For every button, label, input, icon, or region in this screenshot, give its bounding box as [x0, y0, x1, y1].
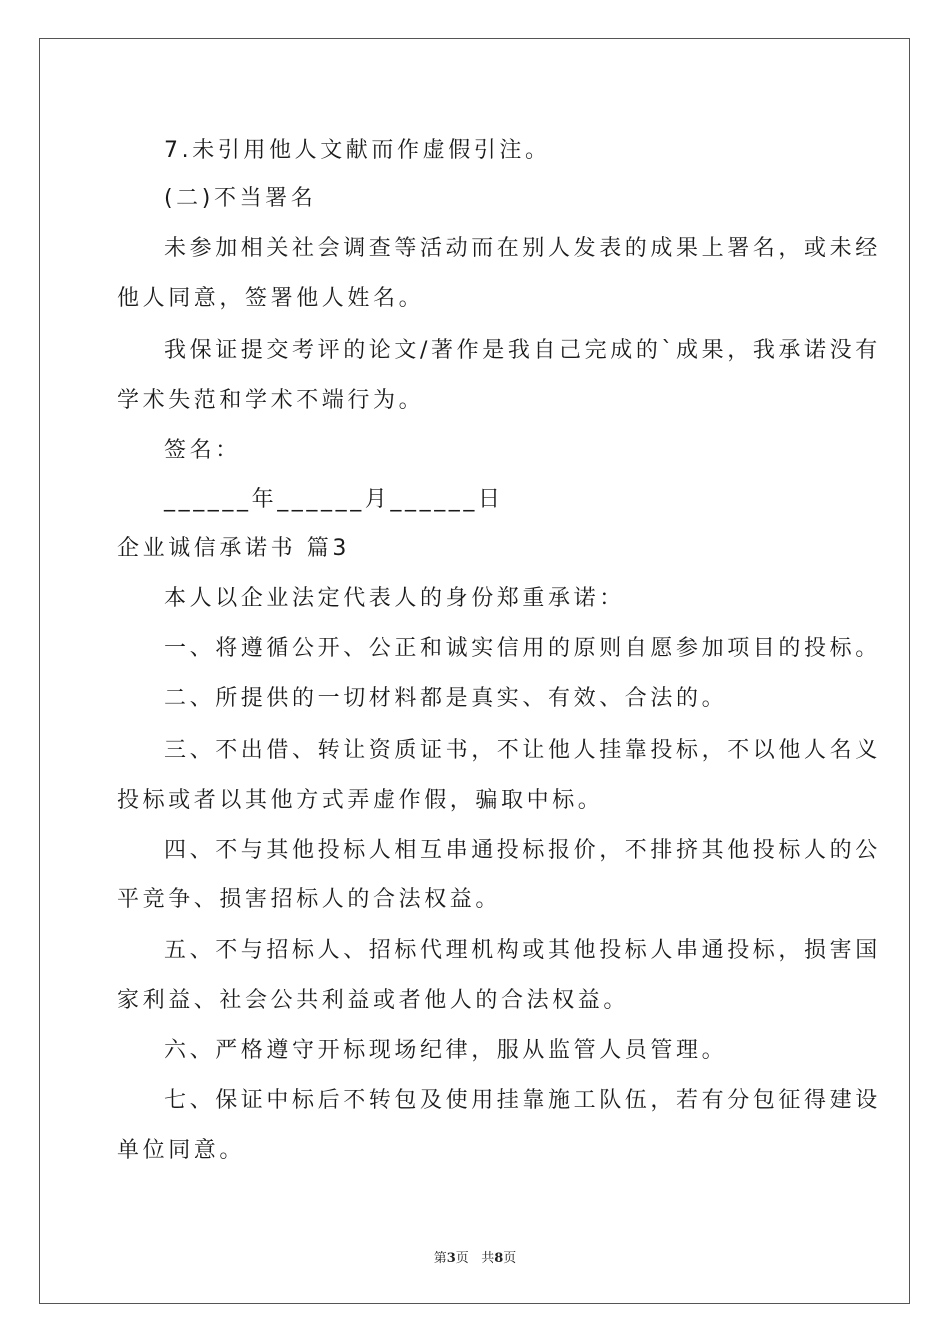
footer-prefix: 第 — [433, 1251, 447, 1266]
section-heading: (二)不当署名 — [164, 186, 317, 211]
footer-total-prefix: 共 — [481, 1251, 495, 1266]
paragraph-line: 家利益、社会公共利益或者他人的合法权益。 — [117, 988, 630, 1013]
signature-label: 签名： — [164, 438, 241, 463]
current-page-number: 3 — [446, 1251, 456, 1266]
paragraph-line: 投标或者以其他方式弄虚作假，骗取中标。 — [117, 788, 604, 813]
total-page-number: 8 — [494, 1251, 504, 1266]
page-border — [39, 38, 910, 1304]
paragraph-line: 一、将遵循公开、公正和诚实信用的原则自愿参加项目的投标。 — [164, 636, 881, 661]
paragraph-line: 我保证提交考评的论文/著作是我自己完成的`成果，我承诺没有 — [164, 338, 881, 363]
paragraph-line: 四、不与其他投标人相互串通投标报价，不排挤其他投标人的公 — [164, 838, 881, 863]
paragraph-line: 六、严格遵守开标现场纪律，服从监管人员管理。 — [164, 1038, 728, 1063]
paragraph-line: 二、所提供的一切材料都是真实、有效、合法的。 — [164, 686, 728, 711]
paragraph-line: 他人同意，签署他人姓名。 — [117, 286, 425, 311]
article-title: 企业诚信承诺书 篇3 — [117, 536, 350, 561]
paragraph-line: 本人以企业法定代表人的身份郑重承诺： — [164, 586, 625, 611]
paragraph-line: 学术失范和学术不端行为。 — [117, 388, 425, 413]
paragraph-line: 未参加相关社会调查等活动而在别人发表的成果上署名，或未经 — [164, 236, 881, 261]
paragraph-line: 平竞争、损害招标人的合法权益。 — [117, 887, 502, 912]
paragraph-line: 七、保证中标后不转包及使用挂靠施工队伍，若有分包征得建设 — [164, 1088, 881, 1113]
footer-page-unit: 页 — [455, 1251, 469, 1266]
paragraph-line: 7.未引用他人文献而作虚假引注。 — [164, 138, 551, 163]
date-line: ______年______月______日 — [164, 487, 504, 512]
footer-total-unit: 页 — [503, 1251, 517, 1266]
paragraph-line: 单位同意。 — [117, 1138, 246, 1163]
paragraph-line: 五、不与招标人、招标代理机构或其他投标人串通投标，损害国 — [164, 938, 881, 963]
page-footer — [0, 1247, 950, 1266]
paragraph-line: 三、不出借、转让资质证书，不让他人挂靠投标，不以他人名义 — [164, 738, 881, 763]
